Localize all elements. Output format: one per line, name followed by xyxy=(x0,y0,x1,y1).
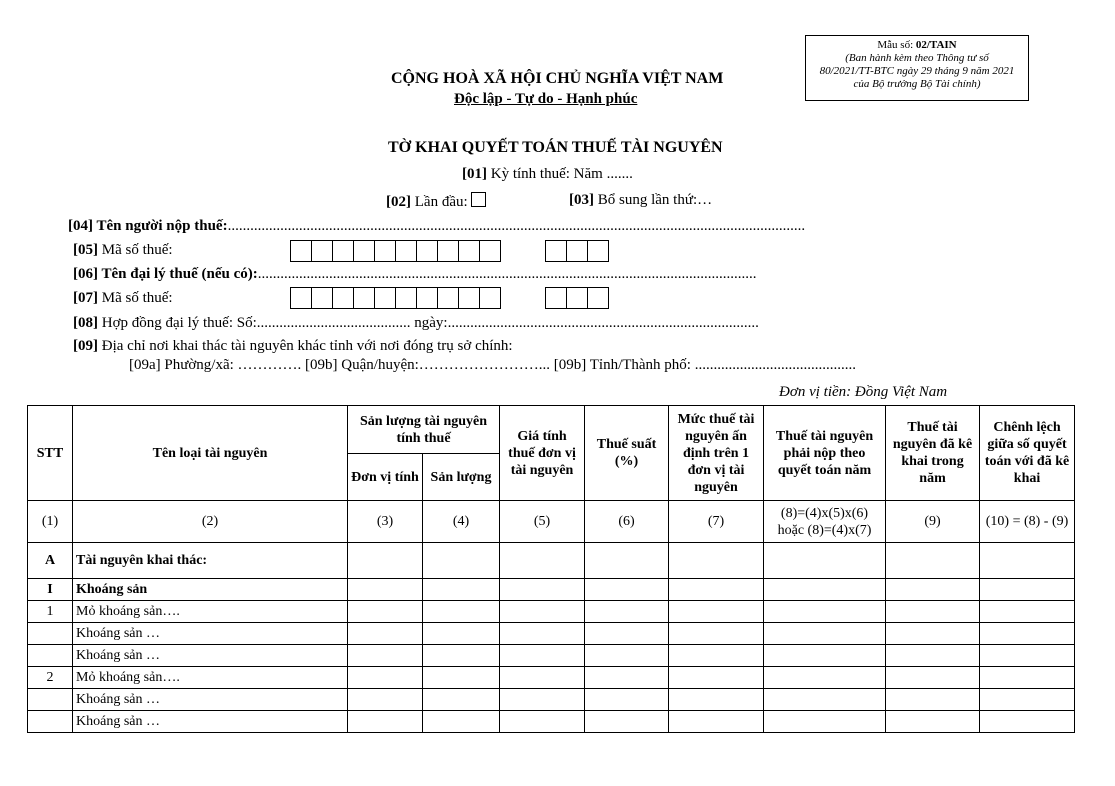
currency-unit: Đơn vị tiền: Đồng Việt Nam xyxy=(779,384,948,400)
col-header-name: Tên loại tài nguyên xyxy=(73,406,348,501)
cell[interactable] xyxy=(669,689,764,711)
row-stt xyxy=(28,689,73,711)
field-08-code: [08] xyxy=(73,315,98,331)
cell[interactable] xyxy=(423,543,500,579)
row-stt: 1 xyxy=(28,601,73,623)
cell[interactable] xyxy=(348,689,423,711)
form-number-code: 02/TAIN xyxy=(915,39,957,51)
form-title: TỜ KHAI QUYẾT TOÁN THUẾ TÀI NGUYÊN xyxy=(388,139,723,156)
cell[interactable] xyxy=(348,601,423,623)
field-07-code: [07] xyxy=(73,290,98,306)
field-09 xyxy=(73,338,513,355)
field-04[interactable] xyxy=(68,218,805,235)
digit-box[interactable] xyxy=(437,240,459,262)
table-row xyxy=(28,623,1075,645)
cell[interactable] xyxy=(348,667,423,689)
cell[interactable] xyxy=(886,601,980,623)
tax-id-boxes[interactable] xyxy=(290,240,501,262)
col-number: (6) xyxy=(585,501,669,543)
col-header-rate: Thuế suất (%) xyxy=(585,406,669,501)
cell[interactable] xyxy=(585,623,669,645)
cell[interactable] xyxy=(980,623,1075,645)
agent-tax-id-suffix-boxes[interactable] xyxy=(545,287,609,309)
row-name: Khoáng sản … xyxy=(73,711,348,733)
digit-box[interactable] xyxy=(332,287,354,309)
cell[interactable] xyxy=(764,623,886,645)
cell[interactable] xyxy=(423,645,500,667)
table-row xyxy=(28,667,1075,689)
digit-box[interactable] xyxy=(395,287,417,309)
col-header-payable: Thuế tài nguyên phải nộp theo quyết toán năm xyxy=(764,406,886,501)
cell[interactable] xyxy=(423,623,500,645)
row-name: Mỏ khoáng sản…. xyxy=(73,667,348,689)
cell[interactable] xyxy=(980,667,1075,689)
field-09-sub[interactable]: [09a] Phường/xã: …………. [09b] Quận/huyện:……………………... [09b] Tỉnh/Thành phố: ........................................... xyxy=(129,357,856,373)
cell[interactable] xyxy=(348,579,423,601)
col-header-unit: Đơn vị tính xyxy=(348,454,423,501)
cell[interactable] xyxy=(669,543,764,579)
cell[interactable] xyxy=(500,667,585,689)
col-number: (7) xyxy=(669,501,764,543)
tax-id-suffix-boxes[interactable] xyxy=(545,240,609,262)
col-number: (5) xyxy=(500,501,585,543)
digit-box[interactable] xyxy=(566,287,588,309)
digit-box[interactable] xyxy=(332,240,354,262)
cell[interactable] xyxy=(764,689,886,711)
cell[interactable] xyxy=(669,645,764,667)
field-05 xyxy=(73,242,173,259)
cell[interactable] xyxy=(669,579,764,601)
digit-box[interactable] xyxy=(374,240,396,262)
row-name: Khoáng sản … xyxy=(73,689,348,711)
cell[interactable] xyxy=(423,667,500,689)
table-row xyxy=(28,645,1075,667)
form-note-line: (Ban hành kèm theo Thông tư số xyxy=(845,52,989,64)
cell[interactable] xyxy=(886,667,980,689)
cell[interactable] xyxy=(886,689,980,711)
field-04-label: [04] Tên người nộp thuế: xyxy=(68,218,228,234)
col-header-volume: Sản lượng xyxy=(423,454,500,501)
row-stt xyxy=(28,623,73,645)
row-stt: A xyxy=(28,543,73,579)
form-note-line: 80/2021/TT-BTC ngày 29 tháng 9 năm 2021 xyxy=(819,65,1015,77)
cell[interactable] xyxy=(423,689,500,711)
field-03 xyxy=(569,192,712,209)
digit-box[interactable] xyxy=(290,240,312,262)
digit-box[interactable] xyxy=(587,287,609,309)
cell[interactable] xyxy=(500,543,585,579)
digit-box[interactable] xyxy=(374,287,396,309)
digit-box[interactable] xyxy=(458,240,480,262)
col-number: (10) = (8) - (9) xyxy=(980,501,1075,543)
cell[interactable] xyxy=(348,711,423,733)
cell[interactable] xyxy=(348,645,423,667)
table-row xyxy=(28,579,1075,601)
cell[interactable] xyxy=(500,601,585,623)
cell[interactable] xyxy=(585,579,669,601)
cell[interactable] xyxy=(980,601,1075,623)
col-header-fixed: Mức thuế tài nguyên ấn định trên 1 đơn vị tài nguyên xyxy=(669,406,764,501)
cell[interactable] xyxy=(585,689,669,711)
form-number-label: Mẫu số: xyxy=(877,39,916,51)
cell[interactable] xyxy=(886,543,980,579)
cell[interactable] xyxy=(764,579,886,601)
col-header-declared: Thuế tài nguyên đã kê khai trong năm xyxy=(886,406,980,501)
digit-box[interactable] xyxy=(587,240,609,262)
form-number-box xyxy=(805,35,1029,101)
col-number: (2) xyxy=(73,501,348,543)
cell[interactable] xyxy=(500,623,585,645)
field-07 xyxy=(73,290,173,307)
cell[interactable] xyxy=(500,579,585,601)
field-08-text: Hợp đồng đại lý thuế: Số:......................................... ngày:................................................................................... xyxy=(98,315,759,331)
row-name: Khoáng sản xyxy=(73,579,348,601)
cell[interactable] xyxy=(423,579,500,601)
cell[interactable] xyxy=(669,601,764,623)
cell[interactable] xyxy=(423,711,500,733)
table-row xyxy=(28,543,1075,579)
col-number: (9) xyxy=(886,501,980,543)
cell[interactable] xyxy=(423,601,500,623)
table-row xyxy=(28,689,1075,711)
table-row xyxy=(28,711,1075,733)
motto: Độc lập - Tự do - Hạnh phúc xyxy=(454,91,638,107)
row-name: Tài nguyên khai thác: xyxy=(73,543,348,579)
digit-box[interactable] xyxy=(545,287,567,309)
field-09-text: Địa chỉ nơi khai thác tài nguyên khác tỉnh với nơi đóng trụ sở chính: xyxy=(98,338,513,354)
field-02-code: [02] xyxy=(386,194,411,210)
digit-box[interactable] xyxy=(290,287,312,309)
field-06-dots: ..................................................................................................................................... xyxy=(257,266,757,282)
cell[interactable] xyxy=(886,623,980,645)
field-07-text: Mã số thuế: xyxy=(98,290,173,306)
digit-box[interactable] xyxy=(416,240,438,262)
field-05-code: [05] xyxy=(73,242,98,258)
field-08[interactable] xyxy=(73,315,759,332)
col-header-price: Giá tính thuế đơn vị tài nguyên xyxy=(500,406,585,501)
field-06-label: [06] Tên đại lý thuế (nếu có): xyxy=(73,266,258,282)
cell[interactable] xyxy=(348,543,423,579)
digit-box[interactable] xyxy=(566,240,588,262)
digit-box[interactable] xyxy=(353,240,375,262)
row-stt xyxy=(28,711,73,733)
col-header-diff: Chênh lệch giữa số quyết toán với đã kê khai xyxy=(980,406,1075,501)
cell[interactable] xyxy=(764,645,886,667)
cell[interactable] xyxy=(980,543,1075,579)
field-02 xyxy=(386,192,486,211)
cell[interactable] xyxy=(348,623,423,645)
cell[interactable] xyxy=(886,711,980,733)
digit-box[interactable] xyxy=(437,287,459,309)
cell[interactable] xyxy=(500,711,585,733)
cell[interactable] xyxy=(764,711,886,733)
cell[interactable] xyxy=(585,711,669,733)
field-02-text: Lần đầu: xyxy=(411,194,472,210)
cell[interactable] xyxy=(980,645,1075,667)
cell[interactable] xyxy=(585,543,669,579)
digit-box[interactable] xyxy=(479,287,501,309)
digit-box[interactable] xyxy=(395,240,417,262)
cell[interactable] xyxy=(886,579,980,601)
col-number: (3) xyxy=(348,501,423,543)
col-number: (1) xyxy=(28,501,73,543)
field-06[interactable] xyxy=(73,266,756,283)
cell[interactable] xyxy=(764,601,886,623)
digit-box[interactable] xyxy=(458,287,480,309)
field-01 xyxy=(462,166,633,183)
cell[interactable] xyxy=(764,667,886,689)
cell[interactable] xyxy=(585,667,669,689)
digit-box[interactable] xyxy=(416,287,438,309)
col-header-volume-group: Sản lượng tài nguyên tính thuế xyxy=(348,406,500,454)
row-name: Khoáng sản … xyxy=(73,645,348,667)
col-number: (8)=(4)x(5)x(6) hoặc (8)=(4)x(7) xyxy=(764,501,886,543)
declaration-table xyxy=(27,405,1075,733)
digit-box[interactable] xyxy=(479,240,501,262)
field-01-text: Kỳ tính thuế: Năm ....... xyxy=(487,166,633,182)
field-09-code: [09] xyxy=(73,338,98,354)
cell[interactable] xyxy=(980,579,1075,601)
row-stt xyxy=(28,645,73,667)
row-stt: 2 xyxy=(28,667,73,689)
field-05-text: Mã số thuế: xyxy=(98,242,173,258)
digit-box[interactable] xyxy=(311,287,333,309)
agent-tax-id-boxes[interactable] xyxy=(290,287,501,309)
digit-box[interactable] xyxy=(353,287,375,309)
cell[interactable] xyxy=(500,689,585,711)
country-name: CỘNG HOÀ XÃ HỘI CHỦ NGHĨA VIỆT NAM xyxy=(391,70,724,87)
first-time-checkbox[interactable] xyxy=(471,192,486,207)
digit-box[interactable] xyxy=(545,240,567,262)
col-number: (4) xyxy=(423,501,500,543)
field-04-dots: .......................................................................................................................................................... xyxy=(227,218,806,234)
table-row xyxy=(28,601,1075,623)
col-header-stt: STT xyxy=(28,406,73,501)
digit-box[interactable] xyxy=(311,240,333,262)
row-stt: I xyxy=(28,579,73,601)
cell[interactable] xyxy=(585,601,669,623)
cell[interactable] xyxy=(764,543,886,579)
field-01-code: [01] xyxy=(462,166,487,182)
cell[interactable] xyxy=(886,645,980,667)
field-03-code: [03] xyxy=(569,192,594,208)
row-name: Khoáng sản … xyxy=(73,623,348,645)
cell[interactable] xyxy=(669,623,764,645)
form-note-line: của Bộ trưởng Bộ Tài chính) xyxy=(853,78,981,90)
cell[interactable] xyxy=(980,711,1075,733)
cell[interactable] xyxy=(669,667,764,689)
cell[interactable] xyxy=(585,645,669,667)
field-03-text: Bổ sung lần thứ:… xyxy=(594,192,713,208)
cell[interactable] xyxy=(669,711,764,733)
cell[interactable] xyxy=(500,645,585,667)
cell[interactable] xyxy=(980,689,1075,711)
column-number-row xyxy=(28,501,1075,543)
row-name: Mỏ khoáng sản…. xyxy=(73,601,348,623)
